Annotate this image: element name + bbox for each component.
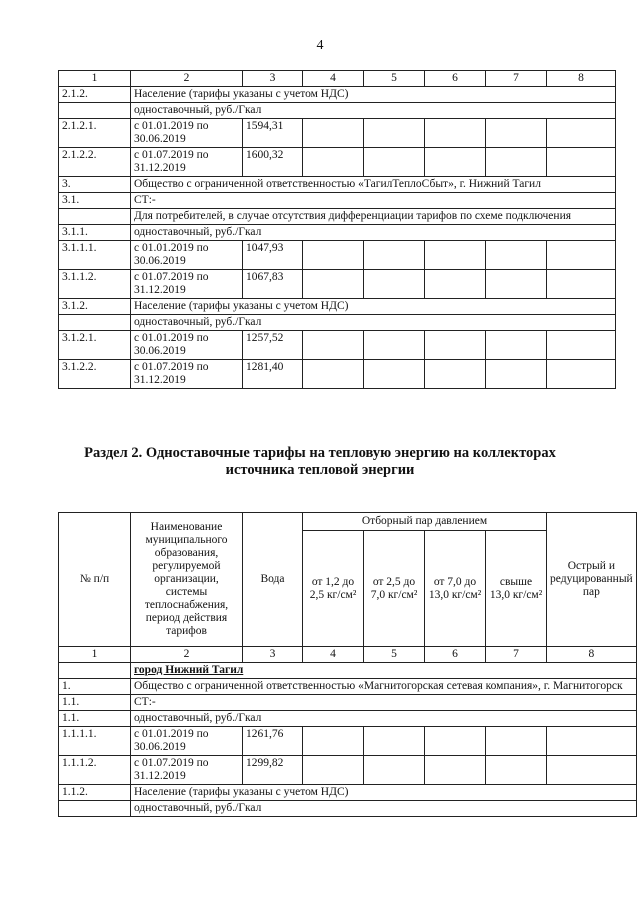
empty-cell (486, 331, 547, 360)
row-number: 1.1.2. (59, 785, 131, 801)
row-text: Население (тарифы указаны с учетом НДС) (131, 785, 637, 801)
row-text: одноставочный, руб./Гкал (131, 801, 637, 817)
tariff-period: с 01.07.2019 по 31.12.2019 (131, 148, 243, 177)
tariff-period: с 01.07.2019 по 31.12.2019 (131, 360, 243, 389)
empty-cell (425, 756, 486, 785)
table-row (59, 103, 616, 119)
header-water: Вода (243, 513, 303, 647)
row-number: 3.1.1.1. (59, 241, 131, 270)
empty-cell (486, 727, 547, 756)
empty-cell (425, 727, 486, 756)
column-number: 2 (131, 647, 243, 663)
row-number: 3.1.2.2. (59, 360, 131, 389)
row-text: Население (тарифы указаны с учетом НДС) (131, 299, 616, 315)
row-text: СТ:- (131, 193, 616, 209)
row-number: 1.1.1.1. (59, 727, 131, 756)
empty-cell (303, 148, 364, 177)
empty-cell (364, 756, 425, 785)
row-text: одноставочный, руб./Гкал (131, 711, 637, 727)
column-number: 1 (59, 647, 131, 663)
column-number: 4 (303, 647, 364, 663)
empty-cell (303, 331, 364, 360)
empty-cell (486, 756, 547, 785)
empty-cell (486, 241, 547, 270)
empty-cell (364, 270, 425, 299)
header-name: Наименование муниципального образования, регулируемой организации, системы теплоснабжения, период действия тарифов (131, 513, 243, 647)
tariff-row (59, 331, 616, 360)
row-number (59, 103, 131, 119)
column-number: 1 (59, 71, 131, 87)
table-row (59, 177, 616, 193)
empty-cell (303, 727, 364, 756)
empty-cell (486, 148, 547, 177)
table-row (59, 193, 616, 209)
empty-cell (364, 119, 425, 148)
tariff-period: с 01.01.2019 по 30.06.2019 (131, 119, 243, 148)
table-row (59, 801, 637, 817)
column-number: 6 (425, 71, 486, 87)
row-text: Общество с ограниченной ответственностью «Магнитогорская сетевая компания», г. Магнитогорск (131, 679, 637, 695)
row-number: 3.1.1.2. (59, 270, 131, 299)
column-number: 8 (547, 71, 616, 87)
table-row (59, 87, 616, 103)
empty-cell (425, 360, 486, 389)
empty-cell (303, 119, 364, 148)
header-num: № п/п (59, 513, 131, 647)
table-row (59, 315, 616, 331)
empty-cell (364, 241, 425, 270)
tariff-value: 1299,82 (243, 756, 303, 785)
empty-cell (547, 270, 616, 299)
tariff-period: с 01.07.2019 по 31.12.2019 (131, 756, 243, 785)
empty-cell (486, 360, 547, 389)
row-number: 1. (59, 679, 131, 695)
tariff-row (59, 148, 616, 177)
column-number: 6 (425, 647, 486, 663)
row-text: одноставочный, руб./Гкал (131, 315, 616, 331)
header-sharp-steam: Острый и редуцированный пар (547, 513, 637, 647)
tariff-value: 1257,52 (243, 331, 303, 360)
empty-cell (425, 270, 486, 299)
tariff-row (59, 119, 616, 148)
header-pressure-4: свыше 13,0 кг/см² (486, 531, 547, 647)
header-pressure-3: от 7,0 до 13,0 кг/см² (425, 531, 486, 647)
empty-cell (547, 241, 616, 270)
empty-cell (303, 756, 364, 785)
section-title: Раздел 2. Одноставочные тарифы на тепловую энергию на коллекторах источника тепловой энергии (84, 445, 556, 478)
empty-cell (59, 663, 131, 679)
tariff-row (59, 727, 637, 756)
empty-cell (364, 331, 425, 360)
empty-cell (547, 756, 637, 785)
column-number: 5 (364, 647, 425, 663)
tariff-table-2 (58, 512, 637, 817)
city-row (59, 663, 637, 679)
column-numbers-row (59, 647, 637, 663)
tariff-row (59, 756, 637, 785)
tariff-period: с 01.01.2019 по 30.06.2019 (131, 241, 243, 270)
page-number: 4 (316, 38, 324, 53)
tariff-period: с 01.07.2019 по 31.12.2019 (131, 270, 243, 299)
header-pressure-2: от 2,5 до 7,0 кг/см² (364, 531, 425, 647)
row-number: 1.1.1.2. (59, 756, 131, 785)
tariff-period: с 01.01.2019 по 30.06.2019 (131, 331, 243, 360)
row-number: 2.1.2. (59, 87, 131, 103)
row-number (59, 209, 131, 225)
tariff-value: 1594,31 (243, 119, 303, 148)
empty-cell (425, 148, 486, 177)
header-pressure-1: от 1,2 до 2,5 кг/см² (303, 531, 364, 647)
column-number: 3 (243, 71, 303, 87)
empty-cell (547, 360, 616, 389)
row-number (59, 801, 131, 817)
empty-cell (425, 331, 486, 360)
row-number: 3.1.1. (59, 225, 131, 241)
row-number: 3.1.2. (59, 299, 131, 315)
row-number: 3.1.2.1. (59, 331, 131, 360)
tariff-value: 1047,93 (243, 241, 303, 270)
table-row (59, 785, 637, 801)
tariff-row (59, 241, 616, 270)
empty-cell (547, 119, 616, 148)
column-number: 7 (486, 71, 547, 87)
row-text: одноставочный, руб./Гкал (131, 103, 616, 119)
row-text: Население (тарифы указаны с учетом НДС) (131, 87, 616, 103)
row-number: 3.1. (59, 193, 131, 209)
row-text: одноставочный, руб./Гкал (131, 225, 616, 241)
table-row (59, 225, 616, 241)
column-number: 8 (547, 647, 637, 663)
row-number: 3. (59, 177, 131, 193)
row-text: Общество с ограниченной ответственностью «ТагилТеплоСбыт», г. Нижний Тагил (131, 177, 616, 193)
column-number: 5 (364, 71, 425, 87)
column-numbers-row (59, 71, 616, 87)
row-number (59, 315, 131, 331)
row-text: СТ:- (131, 695, 637, 711)
table-row (59, 679, 637, 695)
city-name: город Нижний Тагил (131, 663, 637, 679)
row-number: 1.1. (59, 695, 131, 711)
row-number: 2.1.2.1. (59, 119, 131, 148)
column-number: 2 (131, 71, 243, 87)
empty-cell (425, 119, 486, 148)
empty-cell (486, 270, 547, 299)
tariff-row (59, 360, 616, 389)
column-number: 7 (486, 647, 547, 663)
column-number: 3 (243, 647, 303, 663)
table-header-row (59, 513, 637, 531)
tariff-period: с 01.01.2019 по 30.06.2019 (131, 727, 243, 756)
empty-cell (547, 727, 637, 756)
table-row (59, 711, 637, 727)
row-text: Для потребителей, в случае отсутствия дифференциации тарифов по схеме подключения (131, 209, 616, 225)
empty-cell (364, 148, 425, 177)
empty-cell (425, 241, 486, 270)
row-number: 1.1. (59, 711, 131, 727)
column-number: 4 (303, 71, 364, 87)
table-row (59, 209, 616, 225)
table-row (59, 299, 616, 315)
empty-cell (364, 727, 425, 756)
header-steam-group: Отборный пар давлением (303, 513, 547, 531)
empty-cell (303, 360, 364, 389)
table-row (59, 695, 637, 711)
tariff-value: 1261,76 (243, 727, 303, 756)
empty-cell (364, 360, 425, 389)
empty-cell (547, 331, 616, 360)
tariff-row (59, 270, 616, 299)
tariff-table-1 (58, 70, 616, 389)
tariff-value: 1600,32 (243, 148, 303, 177)
empty-cell (486, 119, 547, 148)
empty-cell (303, 270, 364, 299)
tariff-value: 1281,40 (243, 360, 303, 389)
empty-cell (547, 148, 616, 177)
tariff-value: 1067,83 (243, 270, 303, 299)
empty-cell (303, 241, 364, 270)
row-number: 2.1.2.2. (59, 148, 131, 177)
